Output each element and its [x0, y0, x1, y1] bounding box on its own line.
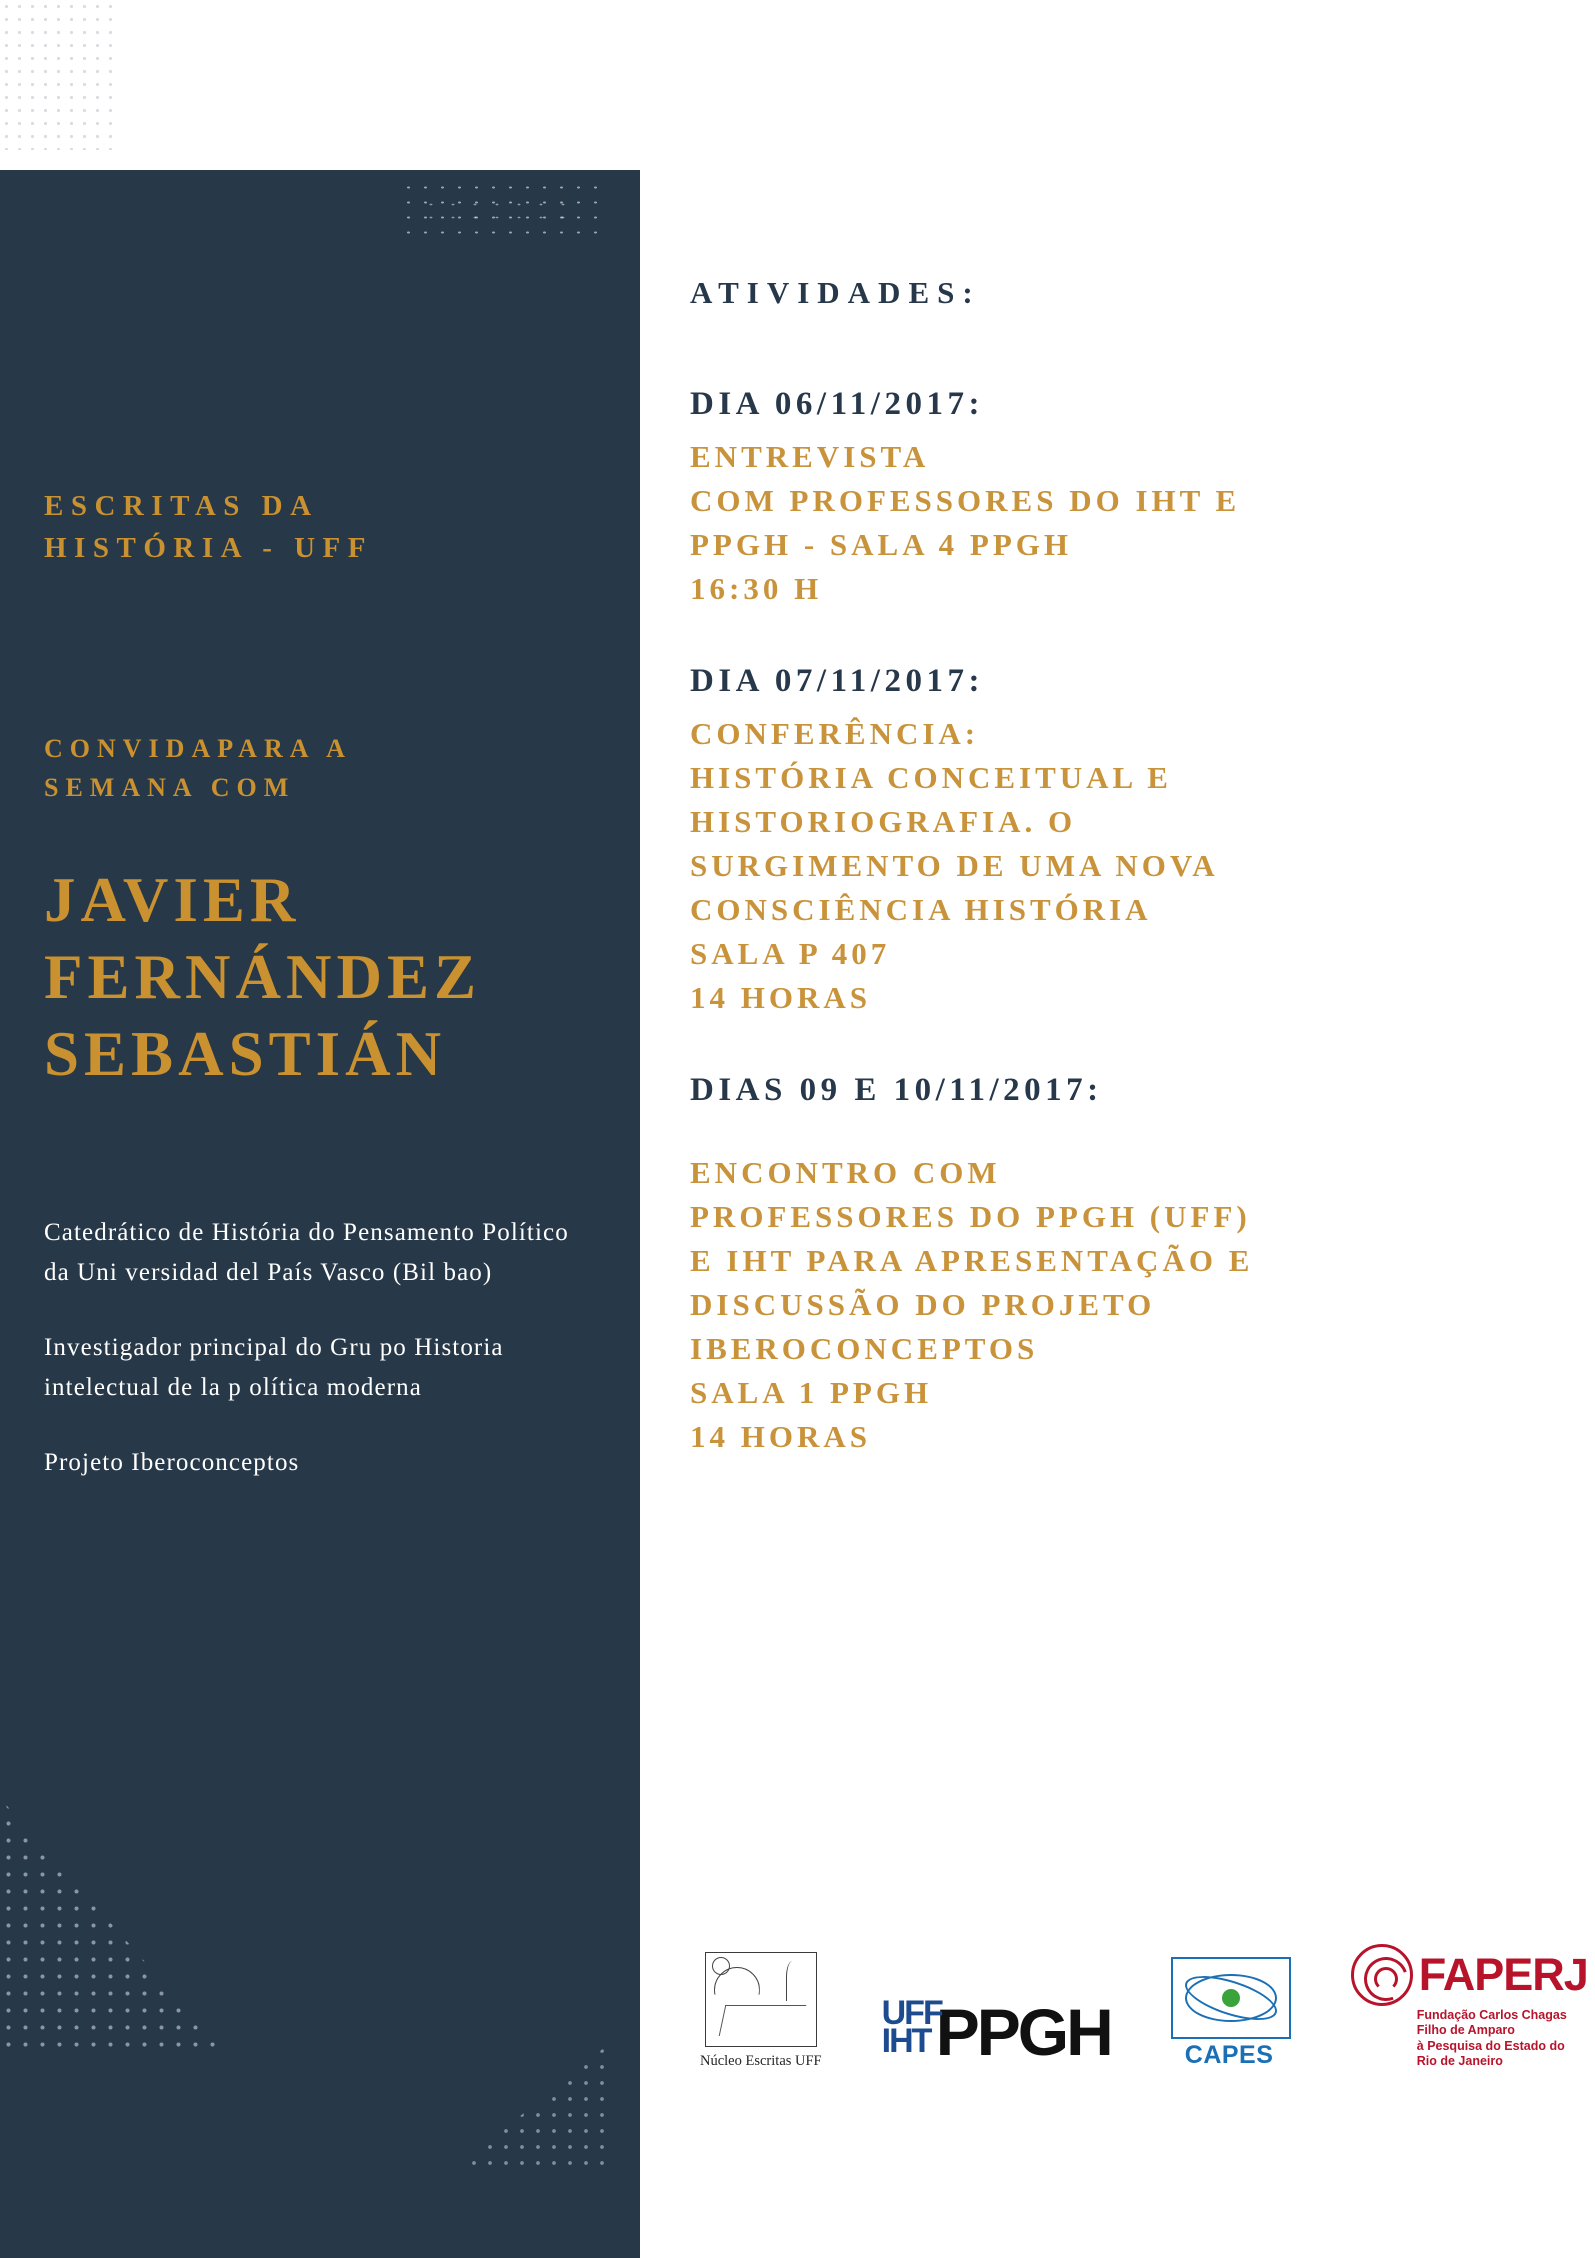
activity-details: [690, 1151, 1555, 1459]
series-title-line-2: HISTÓRIA - UFF: [44, 532, 373, 565]
activity-detail-line: HISTORIOGRAFIA. O: [690, 804, 1077, 840]
activity-date: DIAS 09 E 10/11/2017:: [690, 1072, 1103, 1109]
guest-name-line-2: FERNÁNDEZ: [44, 941, 482, 1012]
guest-name-line-3: SEBASTIÁN: [44, 1018, 447, 1089]
left-navy-panel: [0, 170, 640, 2258]
activities-heading: ATIVIDADES:: [690, 275, 981, 310]
series-title: [44, 485, 596, 569]
activity-detail-line: PPGH - SALA 4 PPGH: [690, 527, 1072, 563]
decorative-dots-panel-top-secondary: [420, 198, 570, 228]
guest-name: [44, 862, 596, 1093]
faperj-subtitle-line-2: à Pesquisa do Estado do Rio de Janeiro: [1416, 2038, 1565, 2069]
ppgh-mark-line-2: IHT: [881, 2022, 931, 2060]
activity-details: [690, 712, 1555, 1020]
activities-column: [690, 0, 1595, 2258]
activity-detail-line: ENCONTRO COM: [690, 1155, 1001, 1191]
activity-block: [690, 386, 1555, 611]
activity-detail-line: SALA P 407: [690, 936, 891, 972]
activity-detail-line: PROFESSORES DO PPGH (UFF): [690, 1199, 1251, 1235]
invitation-line-2: SEMANA COM: [44, 773, 296, 803]
activity-detail-line: ENTREVISTA: [690, 439, 930, 474]
decorative-dots-panel-bottom-left: [0, 1798, 230, 2058]
guest-bio: [44, 1213, 596, 1484]
activity-detail-line: 14 HORAS: [690, 1419, 871, 1455]
activity-details: [690, 435, 1555, 611]
activity-detail-line: E IHT PARA APRESENTAÇÃO E: [690, 1243, 1254, 1279]
activity-detail-line: HISTÓRIA CONCEITUAL E: [690, 760, 1172, 796]
activity-detail-line: CONSCIÊNCIA HISTÓRIA: [690, 892, 1152, 928]
faperj-subtitle-line-1: Fundação Carlos Chagas Filho de Amparo: [1416, 2007, 1567, 2038]
activity-detail-line: CONFERÊNCIA:: [690, 716, 980, 752]
invitation-line-1: CONVIDAPARA A: [44, 734, 352, 764]
activity-block: [690, 663, 1555, 1020]
bio-paragraph: Catedrático de História do Pensamento Político da Uni versidad del País Vasco (Bil bao): [44, 1218, 569, 1287]
bio-paragraph: Projeto Iberoconceptos: [44, 1448, 300, 1476]
activity-detail-line: 14 HORAS: [690, 980, 871, 1016]
series-title-line-1: ESCRITAS DA: [44, 490, 319, 522]
ppgh-mark-line-1: UFF: [881, 1994, 942, 2033]
ppgh-wordmark: PPGH: [935, 1995, 1111, 2069]
logo-caption: Núcleo Escritas UFF: [700, 2053, 822, 2069]
activity-detail-line: SALA 1 PPGH: [690, 1375, 933, 1411]
decorative-dots-top-left: [0, 0, 120, 150]
activity-detail-line: 16:30 H: [690, 571, 823, 607]
spacer: [690, 1121, 1555, 1151]
activity-detail-line: IBEROCONCEPTOS: [690, 1331, 1039, 1367]
activity-detail-line: SURGIMENTO DE UMA NOVA: [690, 848, 1219, 884]
invitation-text: [44, 729, 596, 807]
activity-detail-line: DISCUSSÃO DO PROJETO: [690, 1287, 1156, 1323]
activity-date: DIA 07/11/2017:: [690, 663, 984, 700]
faperj-wordmark: FAPERJ: [1418, 1948, 1588, 2000]
guest-name-line-1: JAVIER: [44, 865, 301, 936]
bio-paragraph: Investigador principal do Gru po Historia intelectual de la p olítica moderna: [44, 1333, 504, 1402]
decorative-dots-panel-bottom-right: [450, 2043, 610, 2173]
capes-wordmark: CAPES: [1184, 2041, 1274, 2069]
activity-block: [690, 1072, 1555, 1459]
activity-detail-line: COM PROFESSORES DO IHT E: [690, 483, 1241, 519]
activity-date: DIA 06/11/2017:: [690, 386, 984, 422]
